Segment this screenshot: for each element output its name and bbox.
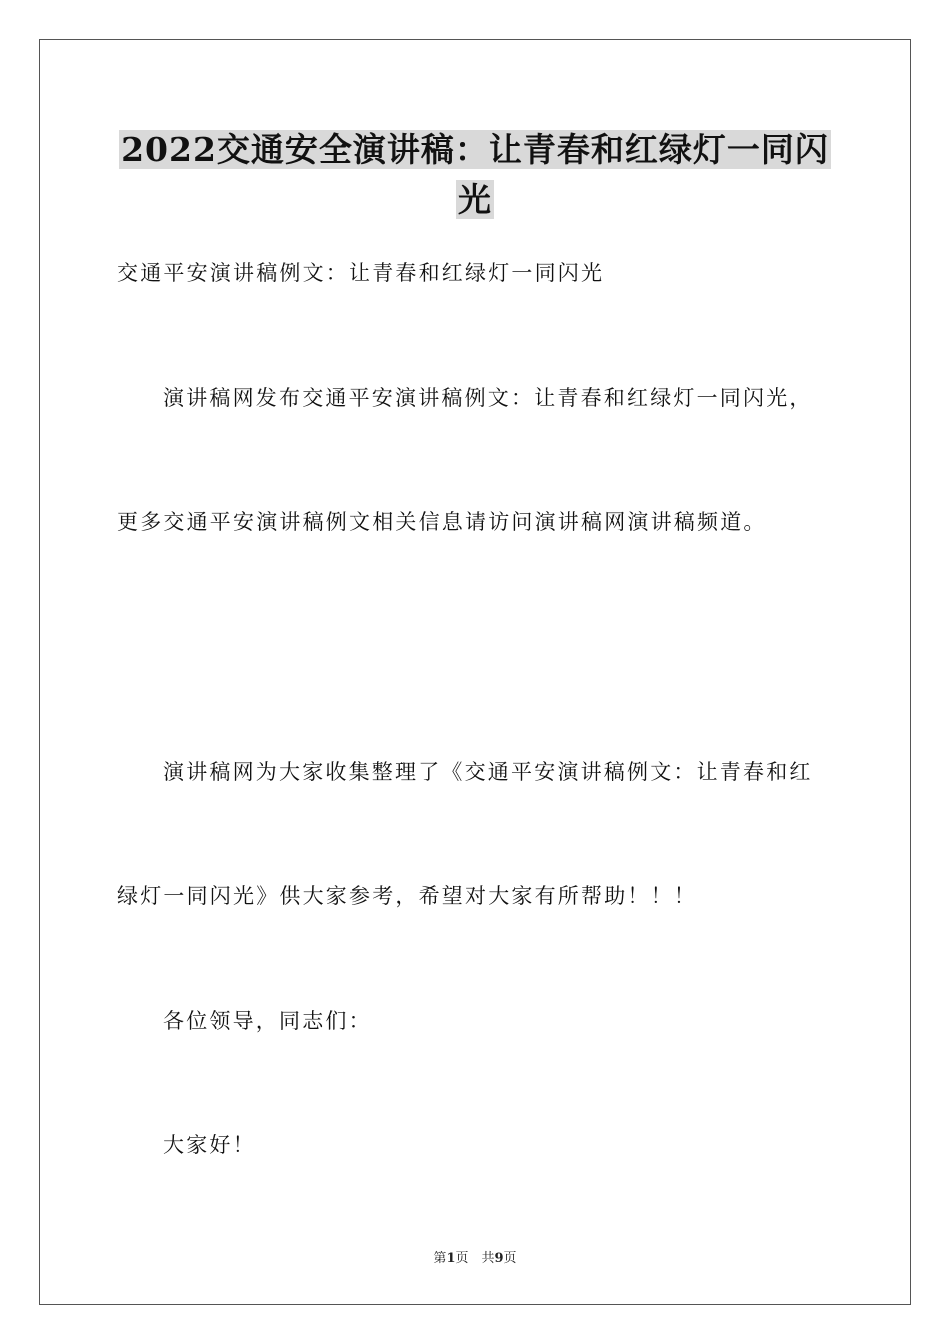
title-text-1: 2022交通安全演讲稿：让青春和红绿灯一同闪 <box>121 130 829 169</box>
footer-page-number: 1 <box>446 1251 456 1266</box>
greeting-line: 大家好！ <box>163 1133 256 1157</box>
footer-suffix: 页 <box>503 1251 517 1266</box>
title-text-2: 光 <box>458 180 492 219</box>
salutation-line: 各位领导，同志们： <box>163 1009 372 1033</box>
footer-page-total: 9 <box>494 1251 504 1266</box>
document-title-line-1 <box>0 128 950 172</box>
document-title-line-2 <box>0 178 950 222</box>
page-footer <box>0 1247 950 1266</box>
footer-prefix: 第 <box>433 1251 447 1266</box>
paragraph-1-line-2: 更多交通平安演讲稿例文相关信息请访问演讲稿网演讲稿频道。 <box>117 510 767 534</box>
paragraph-2-line-2: 绿灯一同闪光》供大家参考，希望对大家有所帮助！！！ <box>117 884 697 908</box>
paragraph-2-line-1: 演讲稿网为大家收集整理了《交通平安演讲稿例文：让青春和红 <box>163 760 813 784</box>
paragraph-1-line-1: 演讲稿网发布交通平安演讲稿例文：让青春和红绿灯一同闪光， <box>163 386 813 410</box>
footer-mid: 页 共 <box>455 1251 495 1266</box>
subtitle-line: 交通平安演讲稿例文：让青春和红绿灯一同闪光 <box>117 261 605 285</box>
page-border <box>39 39 911 1305</box>
